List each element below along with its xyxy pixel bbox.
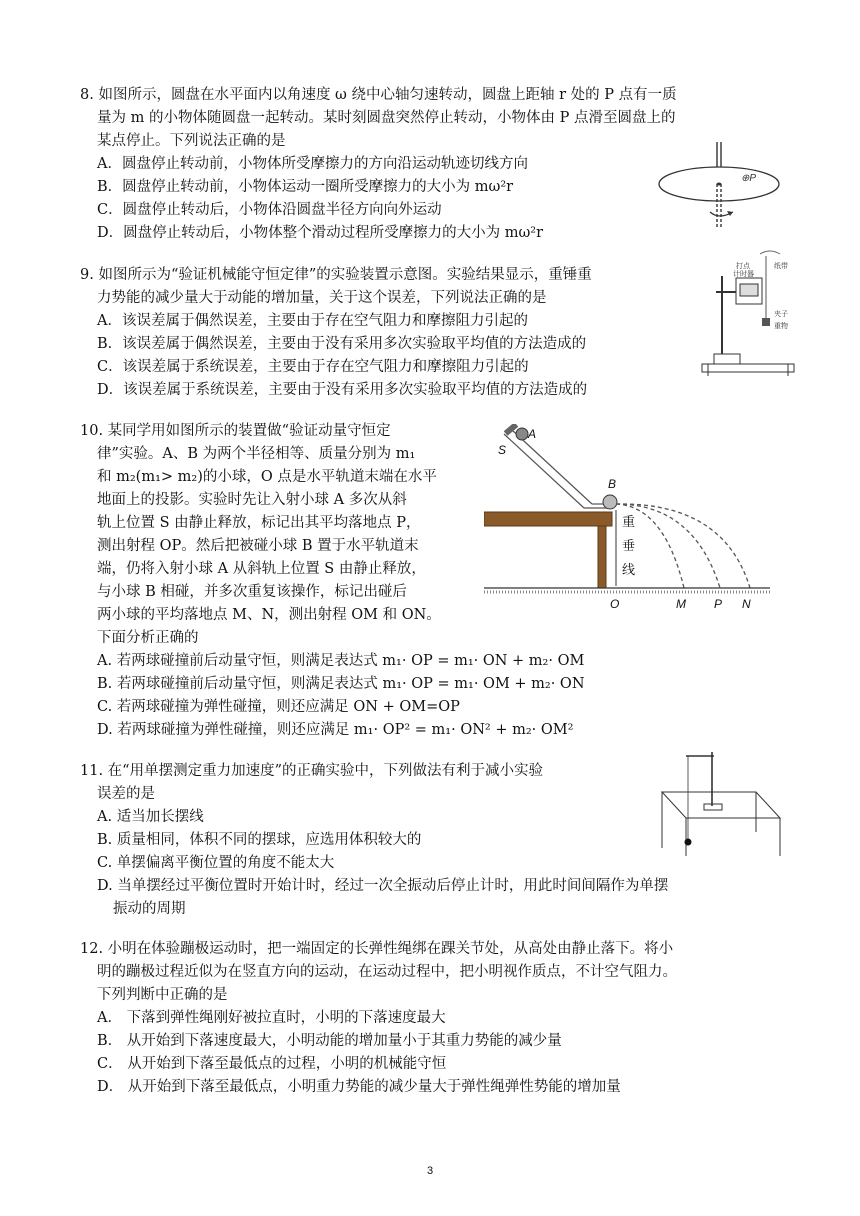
q8-option-a: A．圆盘停止转动前，小物体所受摩擦力的方向沿运动轨迹切线方向 — [97, 156, 528, 172]
clip-label: 夹子 — [774, 311, 788, 318]
q11-option-b: B. 质量相同，体积不同的摆球，应选用体积较大的 — [97, 832, 422, 848]
q12-option-c: C． 从开始到下落至最低点的过程，小明的机械能守恒 — [97, 1056, 447, 1072]
timer-label: 打点 — [736, 263, 750, 270]
weight-label: 重物 — [774, 323, 788, 330]
point-m-label: M — [676, 597, 686, 611]
plumb-char-2: 垂 — [622, 538, 636, 553]
q11-option-c: C. 单摆偏离平衡位置的角度不能太大 — [97, 855, 335, 871]
q10-stem-line-7: 端，仍将入射小球 A 从斜轨上位置 S 由静止释放， — [97, 561, 426, 577]
q10-stem-line-1: 10. 某同学用如图所示的装置做“验证动量守恒定 — [80, 423, 391, 439]
q10-stem-line-6: 测出射程 OP。然后把被碰小球 B 置于水平轨道末 — [97, 538, 419, 554]
q10-option-b: B. 若两球碰撞前后动量守恒，则满足表达式 m₁· OP = m₁· OM + m₂· ON — [97, 676, 585, 692]
ball-b-label: B — [608, 477, 617, 491]
q10-stem-line-9: 两小球的平均落地点 M、N，测出射程 OM 和 ON。 — [97, 607, 441, 623]
position-s-label: S — [498, 443, 507, 457]
ball-a-label: A — [528, 427, 537, 441]
q12-stem-line-2: 明的蹦极过程近似为在竖直方向的运动，在运动过程中，把小明视作质点，不计空气阻力。 — [97, 964, 677, 980]
q9-option-a: A．该误差属于偶然误差，主要由于存在空气阻力和摩擦阻力引起的 — [97, 313, 528, 329]
point-p-label: ⊕P — [741, 173, 757, 184]
q8-stem-line-3: 某点停止。下列说法正确的是 — [97, 133, 286, 149]
q10-stem-line-3: 和 m₂(m₁> m₂)的小球，O 点是水平轨道末端在水平 — [97, 469, 437, 485]
momentum-apparatus-figure — [484, 424, 770, 614]
q12-stem-line-3: 下列判断中正确的是 — [97, 987, 228, 1003]
q11-option-d-line-2: 振动的周期 — [113, 901, 186, 917]
tape-label: 纸带 — [774, 263, 788, 270]
q8-stem-line-2: 量为 m 的小物体随圆盘一起转动。某时刻圆盘突然停止转动，小物体由 P 点滑至圆盘上的 — [97, 110, 676, 126]
question-9 — [80, 264, 780, 402]
q9-option-b: B．该误差属于偶然误差，主要由于没有采用多次实验取平均值的方法造成的 — [97, 336, 587, 352]
q11-option-d-line-1: D. 当单摆经过平衡位置时开始计时，经过一次全振动后停止计时，用此时间间隔作为单摆 — [97, 878, 669, 894]
point-n-label: N — [742, 597, 751, 611]
plumb-char-3: 线 — [622, 562, 636, 577]
pendulum-figure — [660, 748, 785, 858]
q10-stem-line-4: 地面上的投影。实验时先让入射小球 A 多次从斜 — [97, 492, 407, 508]
point-o-label: O — [610, 597, 620, 611]
q8-option-b: B．圆盘停止转动前，小物体运动一圈所受摩擦力的大小为 mω²r — [97, 179, 514, 195]
q10-stem-line-10: 下面分析正确的 — [97, 630, 199, 646]
q10-option-c: C. 若两球碰撞为弹性碰撞，则还应满足 ON + OM=OP — [97, 699, 460, 715]
q11-option-a: A. 适当加长摆线 — [97, 809, 204, 825]
q8-stem-line-1: 8. 如图所示，圆盘在水平面内以角速度 ω 绕中心轴匀速转动，圆盘上距轴 r 处的 P 点有一质 — [80, 87, 677, 103]
q10-stem-line-5: 轨上位置 S 由静止释放，标记出其平均落地点 P， — [97, 515, 421, 531]
q11-stem-line-1: 11. 在“用单摆测定重力加速度”的正确实验中，下列做法有利于减小实验 — [80, 763, 543, 779]
q12-option-a: A． 下落到弹性绳刚好被拉直时，小明的下落速度最大 — [97, 1010, 446, 1026]
q12-stem-line-1: 12. 小明在体验蹦极运动时，把一端固定的长弹性绳绑在踝关节处，从高处由静止落下。将小 — [80, 941, 674, 957]
q9-stem-line-1: 9. 如图所示为“验证机械能守恒定律”的实验装置示意图。实验结果显示，重锤重 — [80, 267, 592, 283]
q9-option-c: C．该误差属于系统误差，主要由于存在空气阻力和摩擦阻力引起的 — [97, 359, 529, 375]
energy-conservation-apparatus — [700, 246, 800, 376]
timer-label-2: 计时器 — [733, 271, 754, 278]
q10-stem-line-2: 律”实验。A、B 为两个半径相等、质量分别为 m₁ — [97, 446, 416, 462]
q8-option-c: C．圆盘停止转动后，小物体沿圆盘半径方向向外运动 — [97, 202, 442, 218]
q8-option-d: D．圆盘停止转动后，小物体整个滑动过程所受摩擦力的大小为 mω²r — [97, 225, 544, 241]
q11-stem-line-2: 误差的是 — [97, 786, 155, 802]
rotating-disk-figure — [655, 140, 785, 235]
point-p-label-2: P — [714, 597, 723, 611]
q10-option-d: D. 若两球碰撞为弹性碰撞，则还应满足 m₁· OP² = m₁· ON² + m₂· OM² — [97, 722, 574, 738]
q9-option-d: D．该误差属于系统误差，主要由于没有采用多次实验取平均值的方法造成的 — [97, 382, 588, 398]
plumb-char-1: 重 — [622, 514, 636, 529]
q10-stem-line-8: 与小球 B 相碰，并多次重复该操作，标记出碰后 — [97, 584, 407, 600]
page-number: 3 — [426, 1165, 434, 1177]
question-12 — [80, 938, 800, 1099]
q10-option-a: A. 若两球碰撞前后动量守恒，则满足表达式 m₁· OP = m₁· ON + m₂· OM — [97, 653, 585, 669]
q12-option-d: D． 从开始到下落至最低点，小明重力势能的减少量大于弹性绳弹性势能的增加量 — [97, 1079, 621, 1095]
q12-option-b: B． 从开始到下落速度最大，小明动能的增加量小于其重力势能的减少量 — [97, 1033, 562, 1049]
q9-stem-line-2: 力势能的减少量大于动能的增加量，关于这个误差，下列说法正确的是 — [97, 290, 547, 306]
